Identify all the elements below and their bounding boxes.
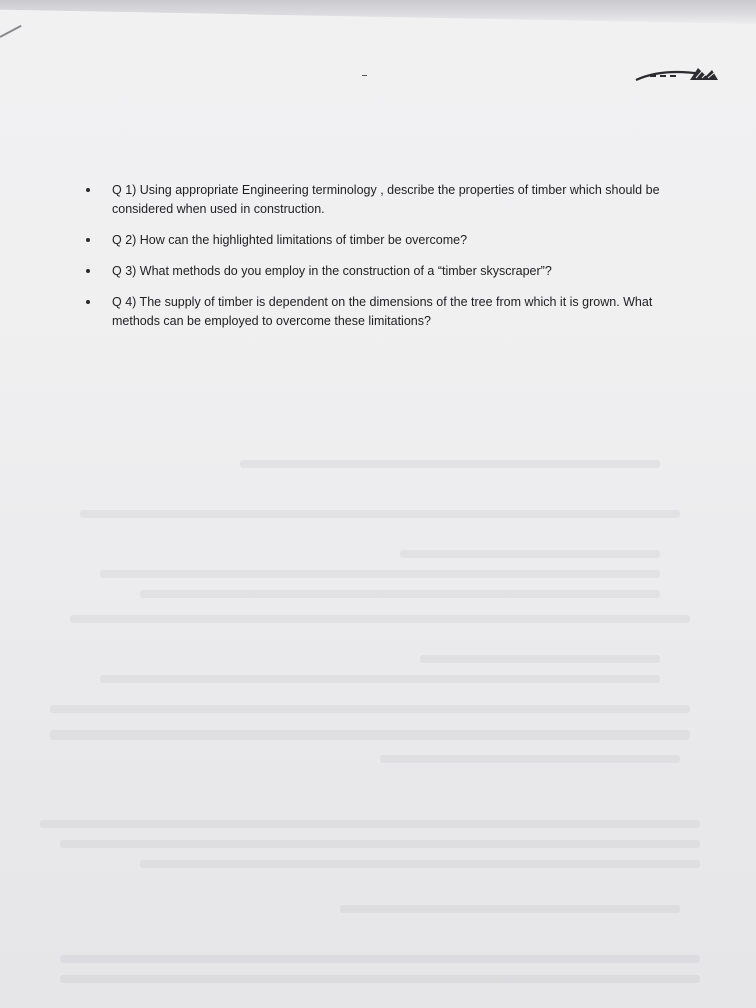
paper-top-edge xyxy=(0,0,756,24)
dash-mark xyxy=(362,75,367,76)
bullet-icon xyxy=(86,238,90,242)
question-list xyxy=(80,181,700,343)
bullet-icon xyxy=(86,269,90,273)
question-text: Q 3) What methods do you employ in the construction of a “timber skyscraper”? xyxy=(112,264,552,278)
bullet-icon xyxy=(86,188,90,192)
question-text: Q 2) How can the highlighted limitations of timber be overcome? xyxy=(112,233,468,247)
question-item xyxy=(80,262,700,281)
question-item xyxy=(80,231,700,250)
bleed-through-texture xyxy=(20,450,720,990)
question-text: Q 4) The supply of timber is dependent on the dimensions of the tree from which it is grown. What methods can be employed to overcome these limitations? xyxy=(112,295,653,328)
institution-logo xyxy=(632,62,720,84)
bullet-icon xyxy=(86,300,90,304)
pen-mark xyxy=(0,25,22,38)
question-text: Q 1) Using appropriate Engineering terminology , describe the properties of timber which should be considered when used in construction. xyxy=(112,183,660,216)
question-item xyxy=(80,181,700,219)
question-item xyxy=(80,293,700,331)
